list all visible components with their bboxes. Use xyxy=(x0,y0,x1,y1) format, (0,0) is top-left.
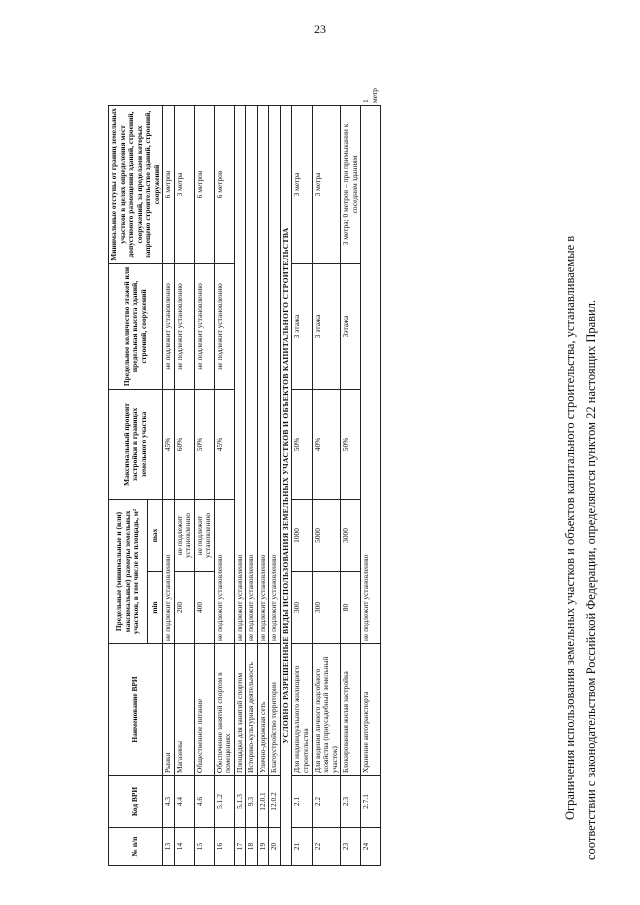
header-size: Предельные (минимальные и (или) максимальные) размеры земельных участков, в том числе их площадь, м² xyxy=(109,499,148,643)
header-row xyxy=(109,105,148,865)
rotated-page xyxy=(0,30,640,880)
row-percent: 50% xyxy=(341,389,361,499)
row-name: Обеспечение занятий спортом в помещениях xyxy=(214,643,234,775)
row-floors: не подлежит установлению xyxy=(214,263,234,389)
row-percent: 50% xyxy=(292,389,312,499)
table-row xyxy=(312,105,341,865)
table-row: 24 2.7.1 Хранение автотранспорта не подлежит установлению 1 метр xyxy=(361,105,381,865)
row-num: 24 xyxy=(361,828,381,866)
row-code: 4.3 xyxy=(163,775,175,827)
row-name: Блокированная жилая застройка xyxy=(341,643,361,775)
row-size: не подлежит установлению xyxy=(163,499,175,643)
row-code: 2.7.1 xyxy=(361,775,381,827)
row-size: не подлежит установлению xyxy=(214,499,234,643)
row-code: 12.0.2 xyxy=(269,775,281,827)
row-floors: не подлежит установлению xyxy=(174,263,194,389)
row-max: 3000 xyxy=(341,499,361,571)
row-name: Площадки для занятий спортом xyxy=(234,643,246,775)
row-setback: 3 метра xyxy=(174,105,194,263)
row-setback: 6 метров xyxy=(163,105,175,263)
row-code: 4.4 xyxy=(174,775,194,827)
row-wide: не подлежит установлению xyxy=(246,105,258,643)
header-min: min xyxy=(147,571,163,643)
row-wide: не подлежит установлению xyxy=(257,105,269,643)
row-min: 80 xyxy=(341,571,361,643)
table-row xyxy=(174,105,194,865)
row-num: 18 xyxy=(246,828,258,866)
row-setback: 6 метров xyxy=(194,105,214,263)
header-name: Наименование ВРИ xyxy=(109,643,163,775)
row-name: Историко-культурная деятельность xyxy=(246,643,258,775)
table-row xyxy=(341,105,361,865)
header-num: № п/п xyxy=(109,828,163,866)
row-num: 21 xyxy=(292,828,312,866)
footnote-line-2: соответствии с законодательством Российской Федерации, определяются пунктом 22 настоящих Правил. xyxy=(584,299,599,860)
header-floors: Предельное количество этажей или предельная высота зданий, строений, сооружений xyxy=(109,263,163,389)
row-percent: 45% xyxy=(163,389,175,499)
row-num: 14 xyxy=(174,828,194,866)
row-name: Благоустройство территории xyxy=(269,643,281,775)
regulations-table xyxy=(108,87,381,866)
row-name: Хранение автотранспорта xyxy=(361,643,381,775)
row-code: 5.1.2 xyxy=(214,775,234,827)
row-setback: 3 метра xyxy=(312,105,341,263)
row-floors: не подлежит установлению xyxy=(194,263,214,389)
row-num: 23 xyxy=(341,828,361,866)
regulations-table-wrap xyxy=(108,87,381,866)
row-num: 19 xyxy=(257,828,269,866)
row-code: 2.2 xyxy=(312,775,341,827)
row-min: 300 xyxy=(312,571,341,643)
row-min: 400 xyxy=(194,571,214,643)
row-wide: не подлежит установлению xyxy=(234,105,246,643)
row-setback: 6 метров xyxy=(214,105,234,263)
section-row xyxy=(280,105,292,865)
row-setback: 3 метра xyxy=(292,105,312,263)
row-max: не подлежит установлению xyxy=(174,499,194,571)
row-num: 17 xyxy=(234,828,246,866)
table-row xyxy=(194,105,214,865)
header-max: max xyxy=(147,499,163,571)
header-code: Код ВРИ xyxy=(109,775,163,827)
row-floors: 3 этажа xyxy=(312,263,341,389)
row-percent: 45% xyxy=(214,389,234,499)
row-max: 5000 xyxy=(312,499,341,571)
row-name: Улично-дорожная сеть xyxy=(257,643,269,775)
table-row xyxy=(163,105,175,865)
row-floors: 3этажа xyxy=(341,263,361,389)
row-wide: не подлежит установлению xyxy=(269,105,281,643)
row-name: Для индивидуального жилищного строительства xyxy=(292,643,312,775)
row-percent: 60% xyxy=(174,389,194,499)
footnote-line-1: Ограничения использования земельных участков и объектов капитального строительства, устанавливаемые в xyxy=(563,235,577,820)
table-row xyxy=(246,105,258,865)
row-code: 4.6 xyxy=(194,775,214,827)
row-percent: 50% xyxy=(194,389,214,499)
row-min: 300 xyxy=(292,571,312,643)
header-setback: Минимальные отступы от границ земельных участков в целях определения мест допустимого размещения зданий, строений, сооружений, за пределами которых запрещено строительство зданий, строений, сооружений xyxy=(109,105,163,263)
row-name: Магазины xyxy=(174,643,194,775)
row-percent: 40% xyxy=(312,389,341,499)
row-name: Общественное питание xyxy=(194,643,214,775)
row-num: 16 xyxy=(214,828,234,866)
row-min: 200 xyxy=(174,571,194,643)
row-num: 13 xyxy=(163,828,175,866)
row-code: 2.1 xyxy=(292,775,312,827)
section-title: УСЛОВНО РАЗРЕШЕННЫЕ ВИДЫ ИСПОЛЬЗОВАНИЯ ЗЕМЕЛЬНЫХ УЧАСТКОВ И ОБЪЕКТОВ КАПИТАЛЬНОГО СТРОИТЕЛЬСТВА xyxy=(280,105,292,865)
row-name: Для ведения личного подсобного хозяйства (приусадебный земельный участок) xyxy=(312,643,341,775)
table-row xyxy=(214,105,234,865)
row-floors: 3 этажа xyxy=(292,263,312,389)
footnote xyxy=(560,80,603,860)
row-code: 9.3 xyxy=(246,775,258,827)
page-number: 23 xyxy=(314,22,326,36)
row-num: 15 xyxy=(194,828,214,866)
row-setback: 3 метра; 0 метров – при примыкании к соседним зданиям xyxy=(341,105,361,263)
row-max: 1000 xyxy=(292,499,312,571)
row-code: 2.3 xyxy=(341,775,361,827)
header-percent: Максимальный процент застройки в границах земельного участка xyxy=(109,389,163,499)
row-wide: не подлежит установлению xyxy=(361,105,381,643)
row-name: Рынки xyxy=(163,643,175,775)
row-num: 20 xyxy=(269,828,281,866)
row-code: 5.1.3 xyxy=(234,775,246,827)
row-num: 22 xyxy=(312,828,341,866)
row-floors: не подлежит установлению xyxy=(163,263,175,389)
table-row xyxy=(269,105,281,865)
table-row xyxy=(292,105,312,865)
table-row xyxy=(257,105,269,865)
row-code: 12.0.1 xyxy=(257,775,269,827)
table-row xyxy=(234,105,246,865)
row-max: не подлежит установлению xyxy=(194,499,214,571)
